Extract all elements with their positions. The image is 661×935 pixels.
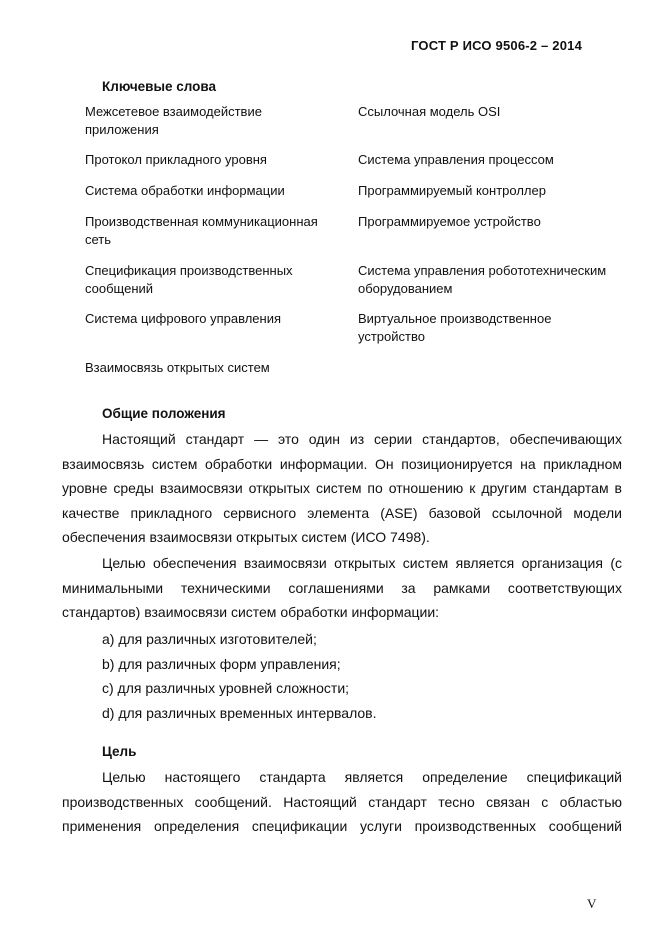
keyword-item: Ссылочная модель OSI (358, 104, 501, 119)
keyword-item: Спецификация производственных сообщений (85, 263, 293, 296)
keyword-item: Программируемое устройство (358, 214, 541, 229)
list-item: d) для различных временных интервалов. (102, 705, 377, 721)
general-heading: Общие положения (102, 406, 226, 421)
keywords-heading: Ключевые слова (102, 79, 217, 94)
keyword-item: Система обработки информации (85, 183, 285, 198)
goal-heading: Цель (102, 744, 137, 759)
page-header: ГОСТ Р ИСО 9506-2 – 2014 (411, 38, 582, 53)
keyword-item: Взаимосвязь открытых систем (85, 360, 270, 375)
page-number: V (587, 896, 597, 911)
general-paragraph-2: Целью обеспечения взаимосвязи открытых систем является организация (с минимальными техническими соглашениями за рамками соответствующих стандартов) взаимосвязи систем обработки информации: (62, 555, 622, 621)
general-paragraph-1: Настоящий стандарт — это один из серии стандартов, обеспечивающих взаимосвязь систем обработки информации. Он позиционируется на прикладном уровне среды взаимосвязи открытых систем по отношению к другим стандартам в качестве прикладного сервисного элемента (ASE) базовой ссылочной модели обеспечения взаимосвязи открытых систем (ИСО 7498). (62, 431, 622, 546)
keyword-item: Система цифрового управления (85, 311, 282, 326)
keyword-item: Протокол прикладного уровня (85, 152, 267, 167)
list-item: b) для различных форм управления; (102, 656, 341, 672)
goal-paragraph: Целью настоящего стандарта является определение спецификаций производственных сообщений. Настоящий стандарт тесно связан с областью применения определения спецификации услуги производственных сообщений (62, 769, 622, 835)
keyword-item: Межсетевое взаимодействие приложения (85, 104, 262, 137)
keyword-item: Программируемый контроллер (358, 183, 546, 198)
keyword-item: Производственная коммуникационная сеть (85, 214, 318, 247)
keyword-item: Система управления процессом (358, 152, 554, 167)
keyword-item: Система управления робототехническим оборудованием (358, 263, 607, 296)
list-item: c) для различных уровней сложности; (102, 680, 350, 696)
list-item: a) для различных изготовителей; (102, 631, 317, 647)
keyword-item: Виртуальное производственное устройство (358, 311, 552, 344)
